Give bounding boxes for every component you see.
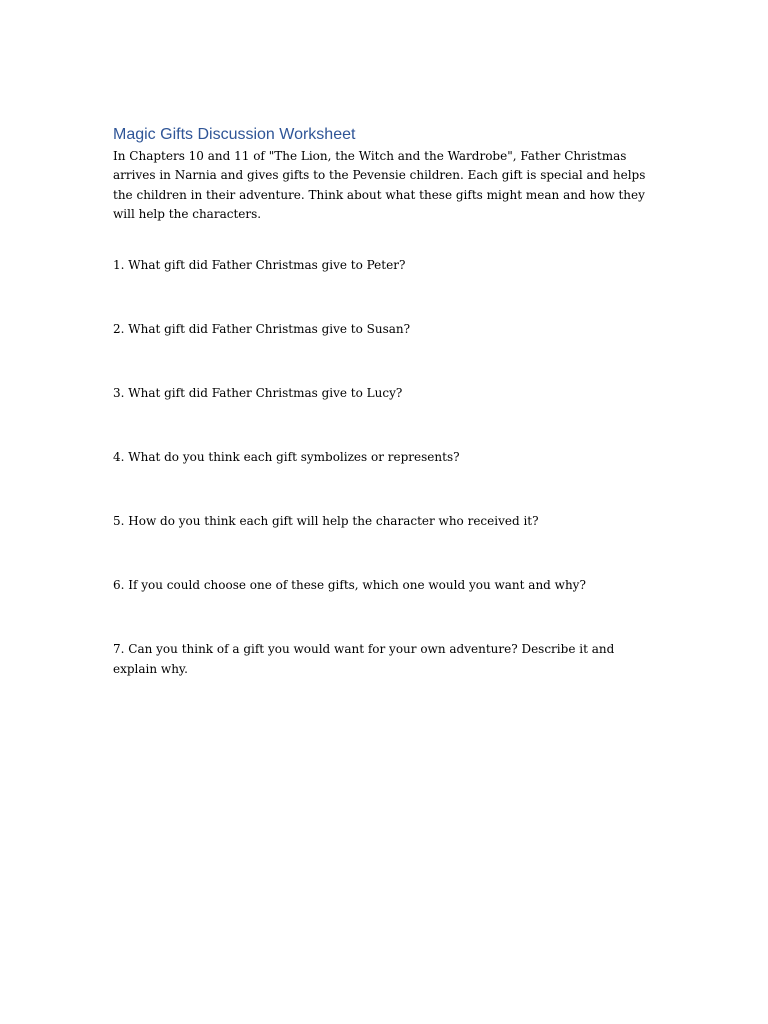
intro-paragraph: In Chapters 10 and 11 of "The Lion, the Witch and the Wardrobe", Father Christmas arrives in Narnia and gives gifts to the Pevensie children. Each gift is special and helps the children in their adventure. Think about what these gifts might mean and how they will help the characters.	[113, 149, 646, 222]
question-1: 1. What gift did Father Christmas give to Peter?	[113, 258, 406, 273]
question-5: 5. How do you think each gift will help the character who received it?	[113, 514, 539, 529]
question-7: 7. Can you think of a gift you would want for your own adventure? Describe it and explain why.	[113, 642, 615, 676]
question-2: 2. What gift did Father Christmas give to Susan?	[113, 322, 411, 337]
question-list	[113, 256, 658, 679]
document-body	[113, 124, 658, 679]
worksheet-title: Magic Gifts Discussion Worksheet	[113, 126, 356, 143]
question-6: 6. If you could choose one of these gifts, which one would you want and why?	[113, 578, 586, 593]
question-4: 4. What do you think each gift symbolizes or represents?	[113, 450, 460, 465]
question-3: 3. What gift did Father Christmas give to Lucy?	[113, 386, 403, 401]
